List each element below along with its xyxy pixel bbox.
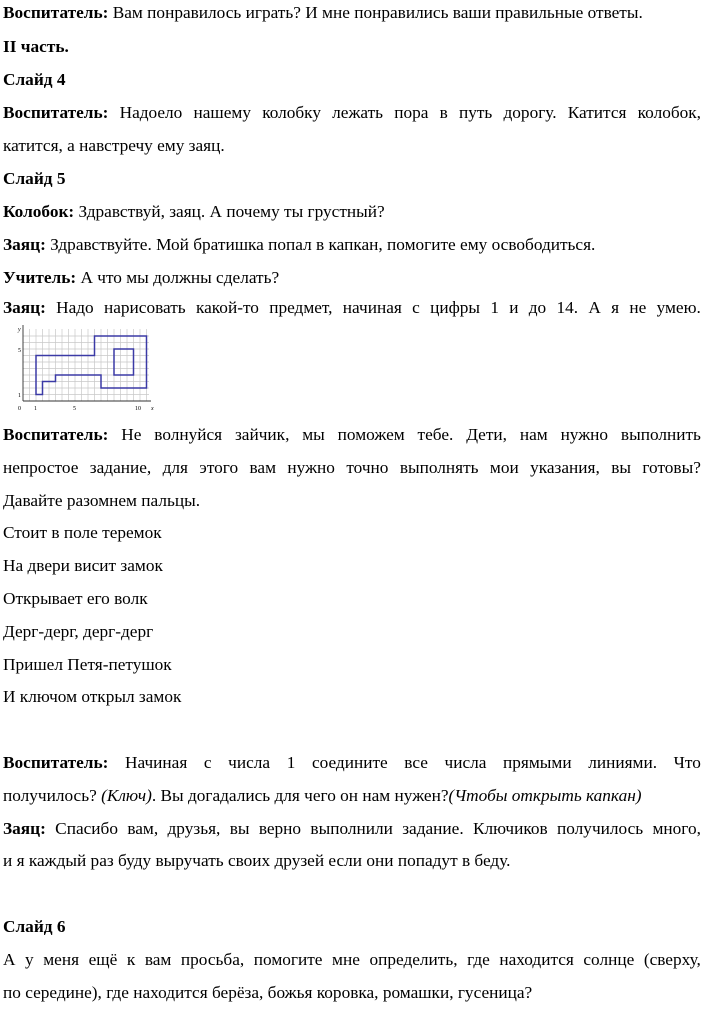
slide-heading-4: Слайд 4 [3,70,66,89]
speaker-label: Воспитатель: [3,753,109,772]
key-outline [36,336,147,395]
x-tick-10: 10 [135,406,141,411]
paragraph-teacher: Учитель: А что мы должны сделать? [3,268,280,287]
y-tick-5: 5 [18,348,21,354]
paragraph-educator-3-line2: непростое задание, для этого вам нужно точно выполнять мои указания, вы готовы? [3,458,701,477]
speaker-label: Воспитатель: [3,103,109,122]
speaker-label: Заяц: [3,819,46,838]
origin-label: 0 [18,406,21,411]
y-tick-1: 1 [18,393,21,399]
paragraph-educator-2-line2: катится, а навстречу ему заяц. [3,136,225,155]
poem-line-2: На двери висит замок [3,556,163,575]
poem-line-3: Открывает его волк [3,589,148,608]
speaker-label: Воспитатель: [3,425,109,444]
paragraph-hare-3-line1: Заяц: Спасибо вам, друзья, вы верно выполнили задание. Ключиков получилось много, [3,819,701,838]
poem-line-5: Пришел Петя-петушок [3,655,172,674]
speaker-label: Колобок: [3,202,75,221]
paragraph-text: Вам понравилось играть? И мне понравились ваши правильные ответы. [112,3,643,22]
poem-line-1: Стоит в поле теремок [3,523,162,542]
paragraph-request-line2: по середине), где находится берёза, божья коровка, ромашки, гусеница? [3,983,533,1002]
paragraph-educator-2-line1: Воспитатель: Надоело нашему колобку лежать пора в путь дорогу. Катится колобок, [3,103,701,122]
paragraph-kolobok: Колобок: Здравствуй, заяц. А почему ты грустный? [3,202,385,221]
y-axis-label: y [18,327,21,333]
paragraph-hare-1: Заяц: Здравствуйте. Мой братишка попал в капкан, помогите ему освободиться. [3,235,596,254]
paragraph-educator-4-line2: получилось? (Ключ). Вы догадались для чего он нам нужен?(Чтобы открыть капкан) [3,786,642,805]
paragraph-hare-2: Заяц: Надо нарисовать какой-то предмет, начиная с цифры 1 и до 14. А я не умею. [3,298,701,317]
speaker-label: Учитель: [3,268,77,287]
part-heading: II часть. [3,37,69,56]
paragraph-hare-3-line2: и я каждый раз буду выручать своих друзей если они попадут в беду. [3,851,511,870]
paragraph-educator-3-line1: Воспитатель: Не волнуйся зайчик, мы поможем тебе. Дети, нам нужно выполнить [3,425,701,444]
slide-heading-6: Слайд 6 [3,917,66,936]
x-tick-1: 1 [34,406,37,411]
speaker-label: Воспитатель: [3,3,109,22]
paragraph-request-line1: А у меня ещё к вам просьба, помогите мне определить, где находится солнце (сверху, [3,950,701,969]
key-drawing-graph [11,319,157,411]
x-tick-5: 5 [73,406,76,411]
speaker-label: Заяц: [3,235,46,254]
paragraph-educator-3-line3: Давайте разомнем пальцы. [3,491,201,510]
x-axis-label: x [151,406,154,411]
poem-line-4: Дерг-дерг, дерг-дерг [3,622,154,641]
paragraph-educator-4-line1: Воспитатель: Начиная с числа 1 соедините все числа прямыми линиями. Что [3,753,701,772]
slide-heading-5: Слайд 5 [3,169,66,188]
paragraph-educator-1 [3,3,643,23]
poem-line-6: И ключом открыл замок [3,687,182,706]
speaker-label: Заяц: [3,298,46,317]
